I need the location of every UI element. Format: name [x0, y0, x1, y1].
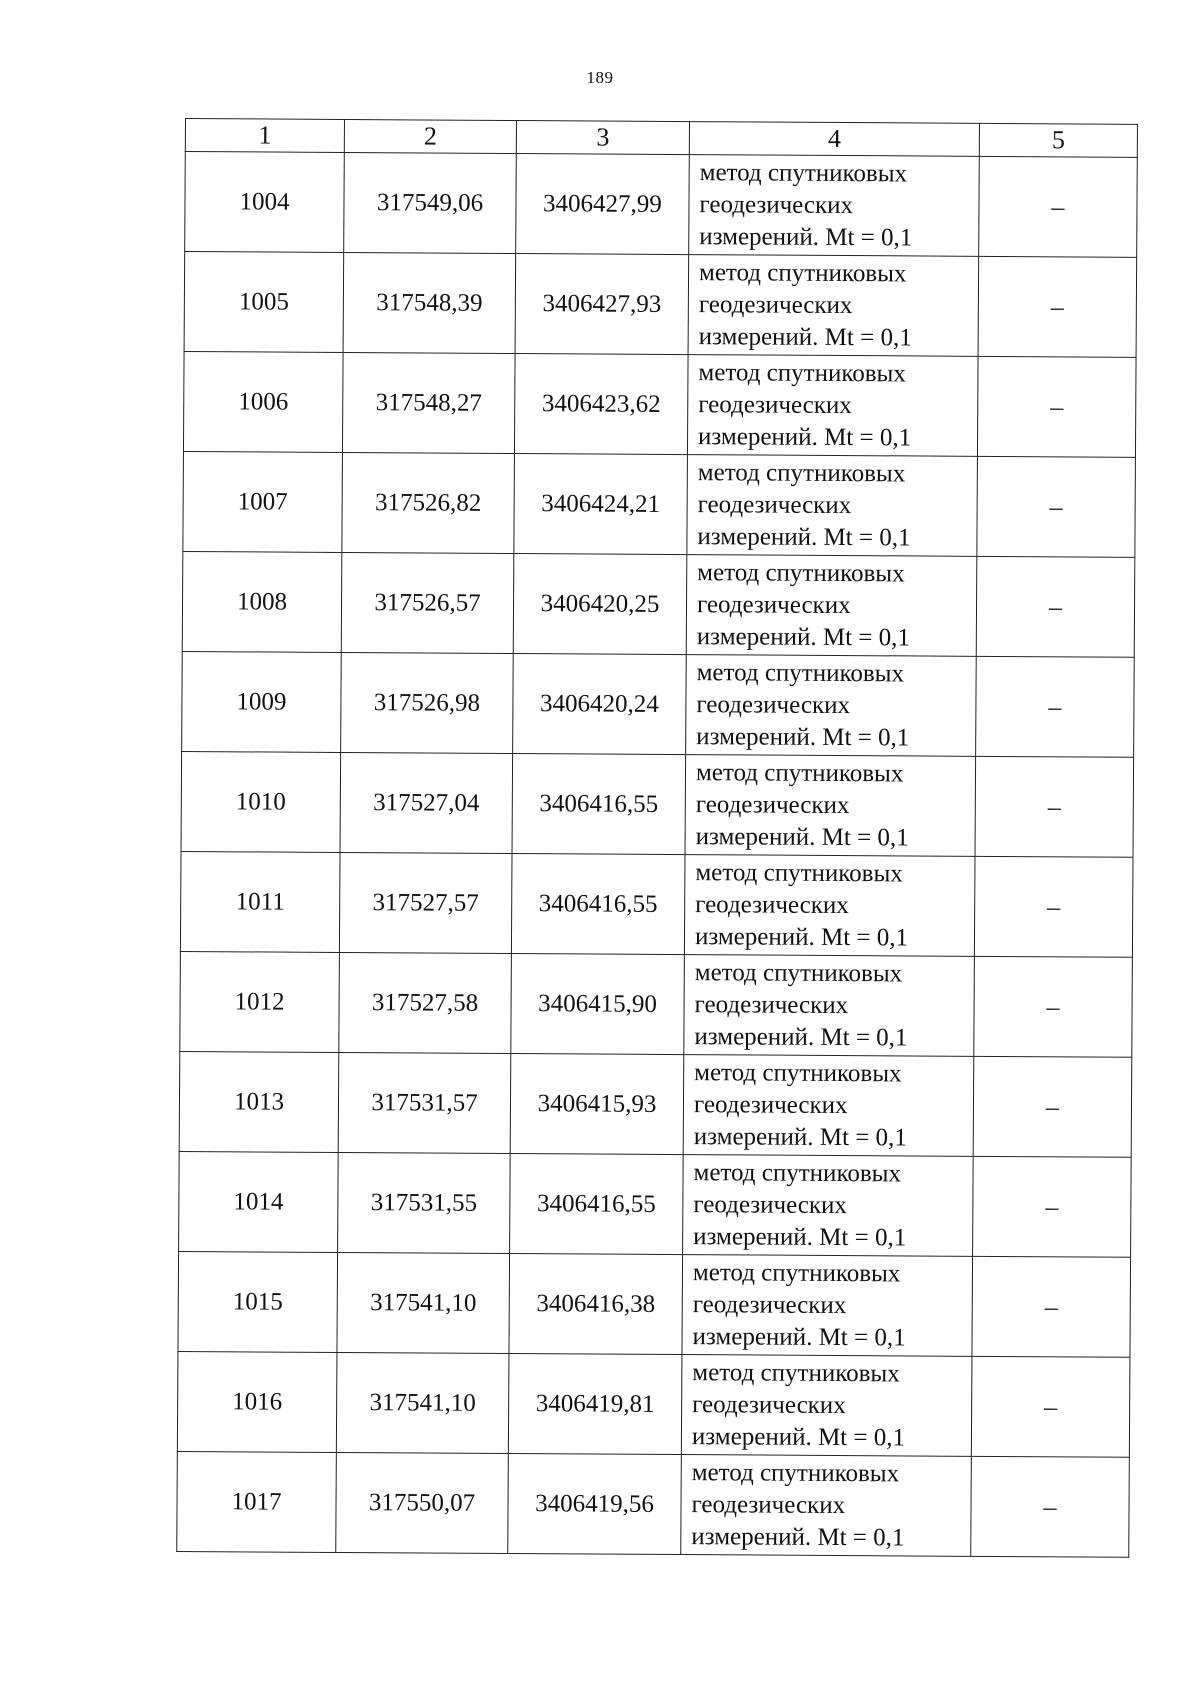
- method-line: метод спутниковых: [699, 158, 908, 187]
- method-cell: [684, 855, 975, 957]
- method-line: геодезических: [691, 1490, 846, 1519]
- x-coordinate-cell: 317550,07: [336, 1452, 509, 1553]
- table-row: [177, 1351, 1130, 1457]
- point-number-cell: 1015: [178, 1251, 338, 1352]
- table-row: [183, 351, 1136, 457]
- y-coordinate-cell: 3406415,93: [510, 1054, 684, 1155]
- table-row: [180, 851, 1133, 957]
- method-line: метод спутниковых: [695, 858, 903, 887]
- method-line: измерений. Mt = 0,1: [691, 1422, 906, 1451]
- method-line: геодезических: [693, 1090, 848, 1119]
- method-line: геодезических: [698, 390, 852, 419]
- table-row: [182, 551, 1135, 657]
- method-line: метод спутниковых: [697, 558, 905, 587]
- method-line: измерений. Mt = 0,1: [694, 922, 909, 951]
- x-coordinate-cell: 317526,82: [342, 452, 515, 553]
- note-cell: –: [977, 356, 1136, 457]
- method-cell: [686, 655, 977, 757]
- x-coordinate-cell: 317527,58: [339, 952, 512, 1053]
- method-cell: [681, 1455, 972, 1557]
- method-line: геодезических: [698, 290, 853, 319]
- y-coordinate-cell: 3406416,55: [511, 854, 685, 955]
- method-line: метод спутниковых: [692, 1258, 901, 1287]
- method-line: геодезических: [695, 790, 850, 819]
- table-row: [185, 152, 1138, 258]
- method-line: метод спутниковых: [698, 358, 906, 387]
- table-row: [183, 451, 1136, 557]
- table-row: [179, 1151, 1132, 1257]
- note-cell: –: [976, 556, 1135, 657]
- header-col-4: 4: [689, 122, 979, 157]
- header-col-5: 5: [979, 123, 1137, 157]
- method-line: метод спутниковых: [695, 758, 904, 787]
- page-number: 189: [586, 68, 614, 87]
- point-number-cell: 1012: [180, 951, 340, 1052]
- method-cell: [684, 955, 975, 1057]
- method-line: измерений. Mt = 0,1: [699, 222, 913, 251]
- y-coordinate-cell: 3406415,90: [511, 954, 685, 1055]
- point-number-cell: 1008: [182, 551, 342, 652]
- y-coordinate-cell: 3406419,56: [508, 1454, 682, 1555]
- x-coordinate-cell: 317548,39: [343, 252, 516, 353]
- method-line: метод спутниковых: [693, 1158, 902, 1187]
- table-row: [178, 1251, 1131, 1357]
- point-number-cell: 1006: [183, 351, 343, 452]
- method-line: метод спутниковых: [694, 1058, 902, 1087]
- x-coordinate-cell: 317549,06: [344, 152, 517, 253]
- note-cell: –: [974, 856, 1133, 957]
- method-cell: [687, 355, 978, 457]
- point-number-cell: 1007: [183, 451, 343, 552]
- method-cell: [681, 1355, 972, 1457]
- y-coordinate-cell: 3406420,25: [513, 554, 687, 655]
- method-line: геодезических: [694, 990, 849, 1019]
- note-cell: –: [975, 756, 1134, 857]
- method-line: метод спутниковых: [698, 258, 907, 287]
- y-coordinate-cell: 3406427,93: [515, 254, 689, 355]
- note-cell: –: [976, 656, 1135, 757]
- method-line: метод спутниковых: [692, 1358, 900, 1387]
- method-line: метод спутниковых: [694, 958, 903, 987]
- method-line: измерений. Mt = 0,1: [696, 722, 910, 751]
- point-number-cell: 1009: [182, 651, 342, 752]
- point-number-cell: 1005: [184, 252, 344, 353]
- method-cell: [683, 1155, 974, 1257]
- x-coordinate-cell: 317527,57: [339, 852, 512, 953]
- x-coordinate-cell: 317527,04: [340, 752, 513, 853]
- point-number-cell: 1013: [179, 1051, 339, 1152]
- method-cell: [688, 255, 979, 357]
- note-cell: –: [973, 1056, 1132, 1157]
- point-number-cell: 1016: [177, 1351, 337, 1452]
- note-cell: –: [979, 156, 1138, 257]
- method-cell: [685, 755, 976, 857]
- y-coordinate-cell: 3406427,99: [516, 154, 690, 255]
- table-row: [179, 1051, 1132, 1157]
- method-line: геодезических: [692, 1390, 846, 1419]
- method-cell: [682, 1255, 973, 1357]
- note-cell: –: [977, 456, 1136, 557]
- coordinates-table: [176, 118, 1138, 1558]
- method-cell: [686, 555, 977, 657]
- method-line: измерений. Mt = 0,1: [697, 422, 912, 451]
- method-line: метод спутниковых: [696, 658, 905, 687]
- method-line: измерений. Mt = 0,1: [692, 1322, 906, 1351]
- method-line: измерений. Mt = 0,1: [695, 822, 909, 851]
- method-line: измерений. Mt = 0,1: [694, 1022, 908, 1051]
- method-line: метод спутниковых: [697, 458, 906, 487]
- x-coordinate-cell: 317541,10: [337, 1252, 510, 1353]
- method-line: измерений. Mt = 0,1: [691, 1522, 905, 1551]
- method-line: измерений. Mt = 0,1: [698, 322, 912, 351]
- x-coordinate-cell: 317531,57: [338, 1052, 511, 1153]
- point-number-cell: 1017: [177, 1451, 337, 1552]
- x-coordinate-cell: 317531,55: [338, 1152, 511, 1253]
- method-line: геодезических: [696, 590, 851, 619]
- header-col-3: 3: [516, 121, 689, 155]
- y-coordinate-cell: 3406416,38: [509, 1254, 683, 1355]
- note-cell: –: [971, 1356, 1130, 1457]
- table-row: [177, 1451, 1130, 1557]
- method-line: измерений. Mt = 0,1: [696, 622, 911, 651]
- table-row: [180, 951, 1133, 1057]
- point-number-cell: 1004: [185, 152, 345, 253]
- point-number-cell: 1014: [179, 1151, 339, 1252]
- method-line: метод спутниковых: [691, 1458, 900, 1487]
- note-cell: –: [974, 956, 1133, 1057]
- method-line: геодезических: [696, 690, 851, 719]
- header-col-1: 1: [185, 119, 344, 153]
- y-coordinate-cell: 3406423,62: [514, 354, 688, 455]
- note-cell: –: [971, 1456, 1130, 1557]
- y-coordinate-cell: 3406416,55: [512, 754, 686, 855]
- point-number-cell: 1010: [181, 751, 341, 852]
- table-row: [182, 651, 1135, 757]
- note-cell: –: [978, 256, 1137, 357]
- x-coordinate-cell: 317526,98: [341, 652, 514, 753]
- y-coordinate-cell: 3406420,24: [513, 654, 687, 755]
- method-line: геодезических: [692, 1290, 847, 1319]
- x-coordinate-cell: 317541,10: [336, 1352, 509, 1453]
- method-line: геодезических: [693, 1190, 848, 1219]
- y-coordinate-cell: 3406424,21: [514, 454, 688, 555]
- method-line: измерений. Mt = 0,1: [693, 1122, 907, 1151]
- point-number-cell: 1011: [180, 851, 340, 952]
- method-cell: [689, 155, 980, 257]
- method-line: измерений. Mt = 0,1: [697, 522, 911, 551]
- method-line: геодезических: [695, 890, 849, 919]
- method-line: геодезических: [699, 190, 854, 219]
- y-coordinate-cell: 3406416,55: [510, 1154, 684, 1255]
- note-cell: –: [972, 1256, 1131, 1357]
- table-row: [184, 252, 1137, 358]
- method-line: измерений. Mt = 0,1: [693, 1222, 907, 1251]
- header-col-2: 2: [344, 119, 516, 153]
- note-cell: –: [973, 1156, 1132, 1257]
- x-coordinate-cell: 317548,27: [342, 352, 515, 453]
- table-body: [177, 152, 1138, 1558]
- x-coordinate-cell: 317526,57: [341, 552, 514, 653]
- method-cell: [683, 1055, 974, 1157]
- y-coordinate-cell: 3406419,81: [508, 1354, 682, 1455]
- method-line: геодезических: [697, 490, 852, 519]
- method-cell: [687, 455, 978, 557]
- table-row: [181, 751, 1134, 857]
